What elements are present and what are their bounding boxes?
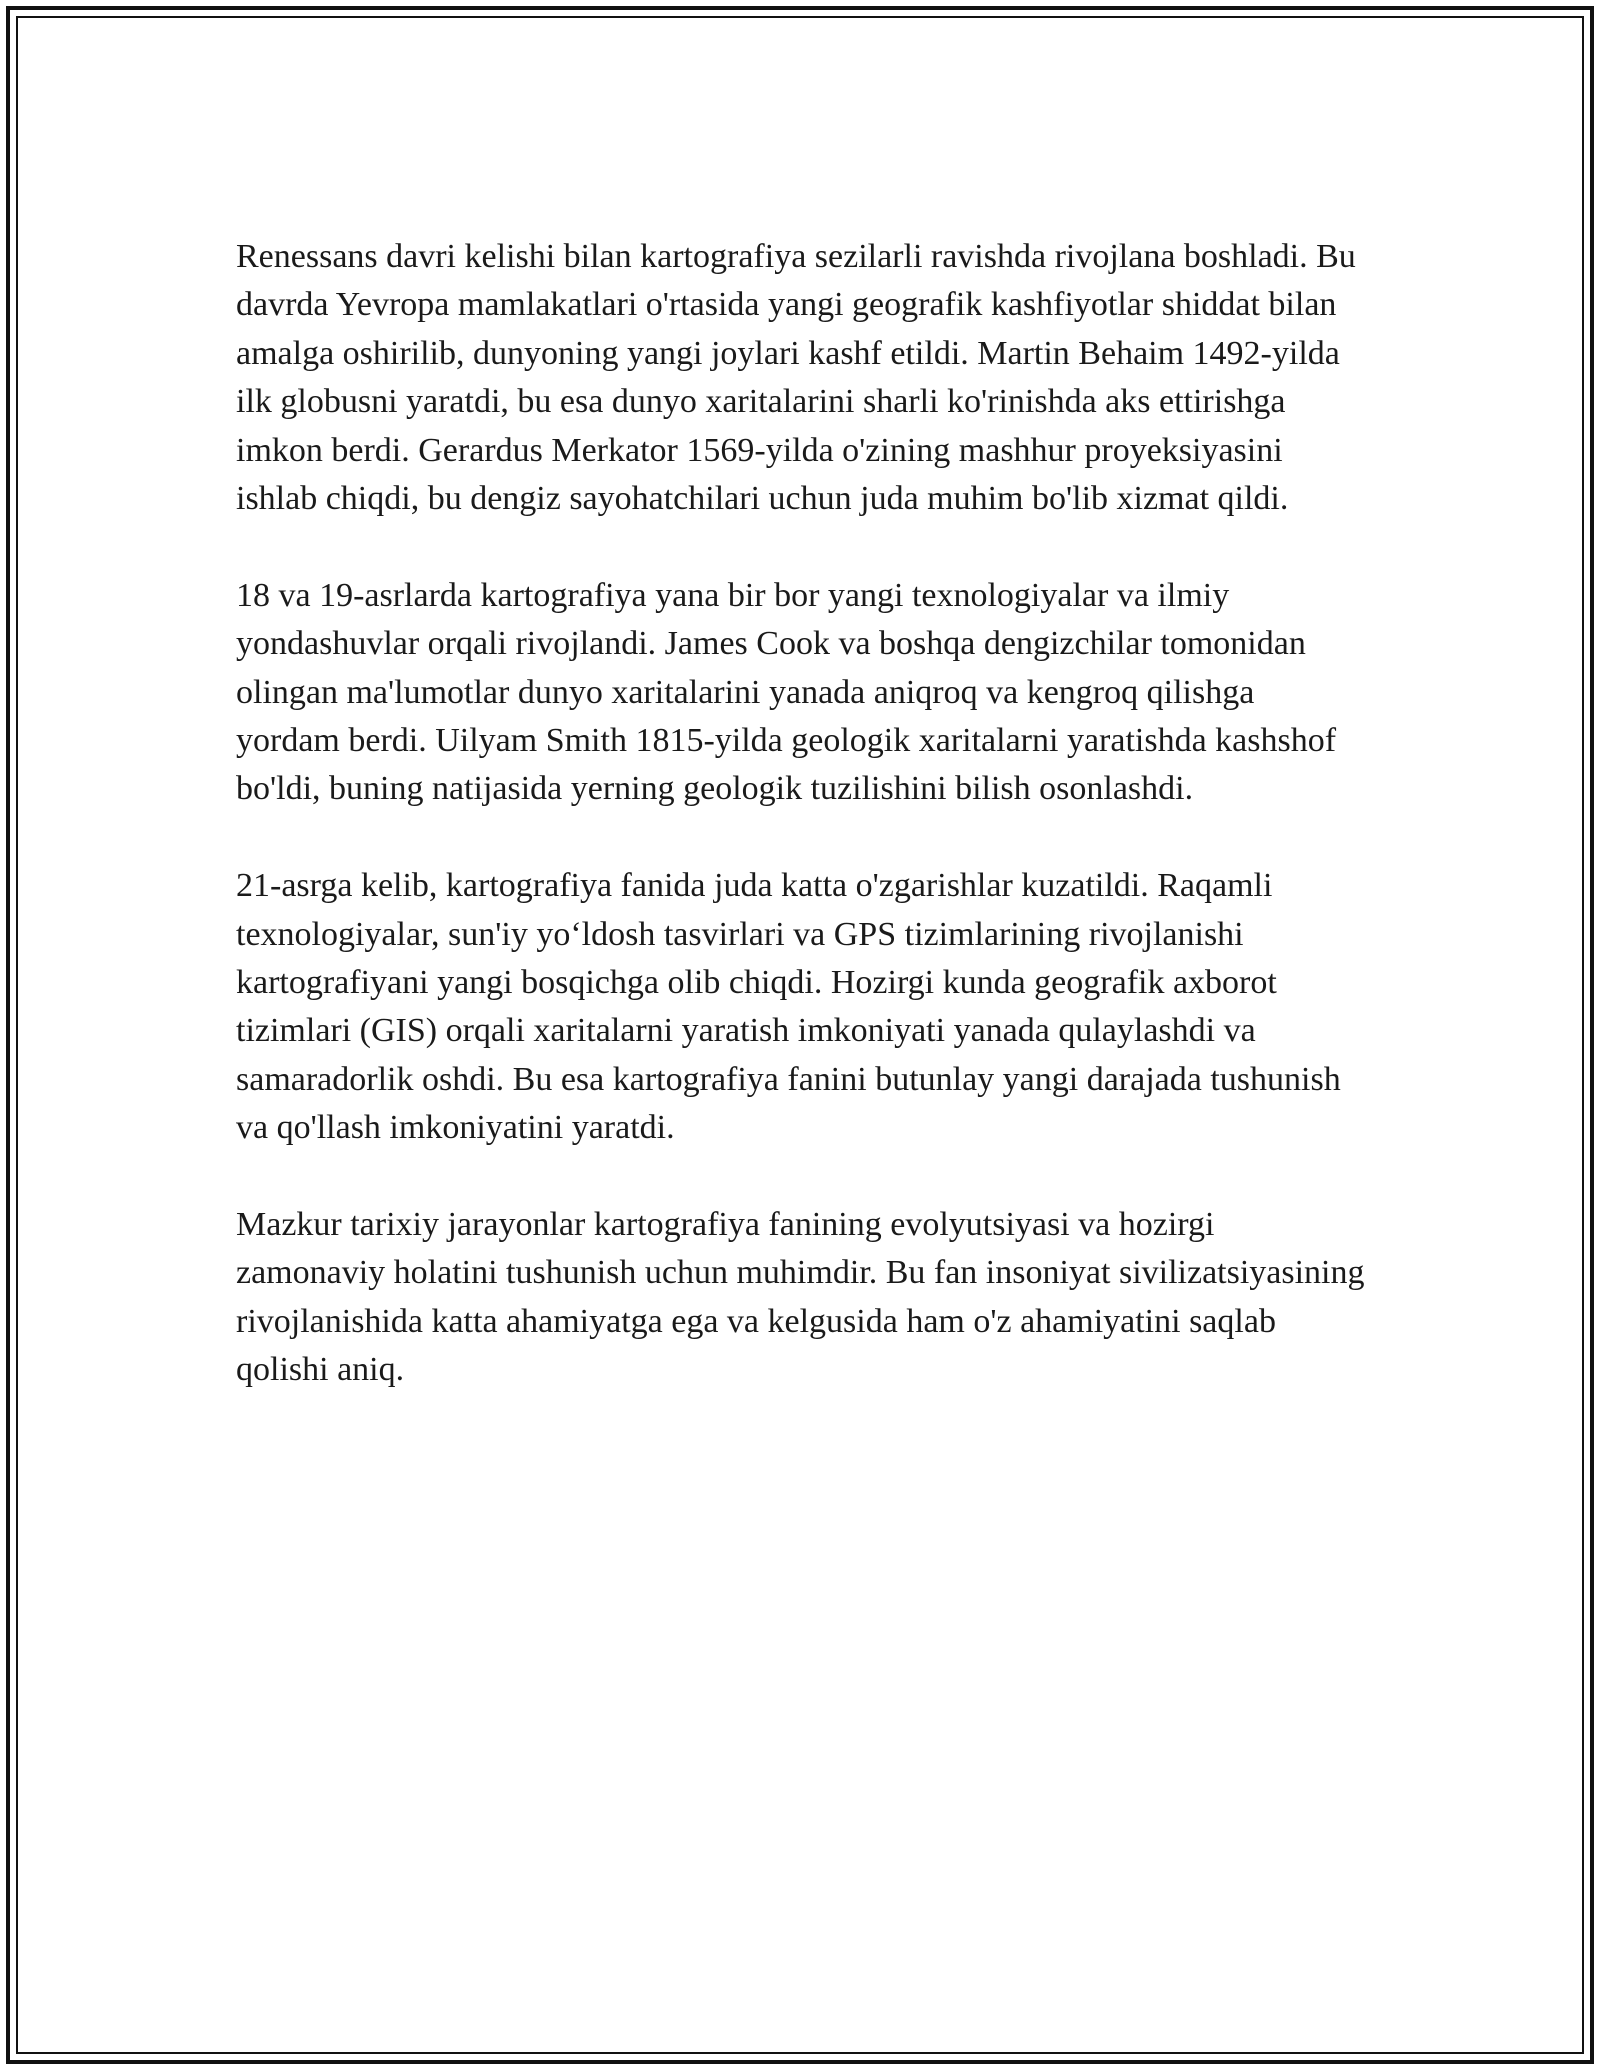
paragraph-renaissance: Renessans davri kelishi bilan kartografiya sezilarli ravishda rivojlana boshladi. Bu davrda Yevropa mamlakatlari o'rtasida yangi geografik kashfiyotlar shiddat bilan amalga oshirilib, dunyoning yangi joylari kashf etildi. Martin Behaim 1492-yilda ilk globusni yaratdi, bu esa dunyo xaritalarini sharli ko'rinishda aks ettirishga imkon berdi. Gerardus Merkator 1569-yilda o'zining mashhur proyeksiyasini ishlab chiqdi, bu dengiz sayohatchilari uchun juda muhim bo'lib xizmat qildi. <box>236 238 1356 518</box>
paragraph-21-century: 21-asrga kelib, kartografiya fanida juda katta o'zgarishlar kuzatildi. Raqamli texnologiyalar, sun'iy yo‘ldosh tasvirlari va GPS tizimlarining rivojlanishi kartografiyani yangi bosqichga olib chiqdi. Hozirgi kunda geografik axborot tizimlari (GIS) orqali xaritalarni yaratish imkoniyati yanada qulaylashdi va samaradorlik oshdi. Bu esa kartografiya fanini butunlay yangi darajada tushunish va qo'llash imkoniyatini yaratdi. <box>236 867 1341 1147</box>
paragraph-conclusion: Mazkur tarixiy jarayonlar kartografiya fanining evolyutsiyasi va hozirgi zamonaviy holatini tushunish uchun muhimdir. Bu fan insoniyat sivilizatsiyasining rivojlanishida katta ahamiyatga ega va kelgusida ham o'z ahamiyatini saqlab qolishi aniq. <box>236 1206 1365 1389</box>
paragraph-18-19-centuries: 18 va 19-asrlarda kartografiya yana bir bor yangi texnologiyalar va ilmiy yondashuvlar orqali rivojlandi. James Cook va boshqa dengizchilar tomonidan olingan ma'lumotlar dunyo xaritalarini yanada aniqroq va kengroq qilishga yordam berdi. Uilyam Smith 1815-yilda geologik xaritalarni yaratishda kashshof bo'ldi, buning natijasida yerning geologik tuzilishini bilish osonlashdi. <box>236 576 1337 808</box>
document-body <box>236 233 1366 1443</box>
